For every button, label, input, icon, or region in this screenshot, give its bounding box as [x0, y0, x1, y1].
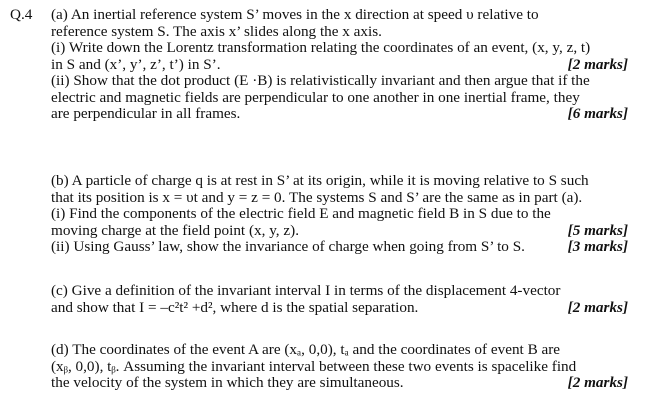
part-a-line-6: electric and magnetic fields are perpendicular to one another in one inertial frame, they: [51, 88, 580, 106]
part-b-line-1: (b) A particle of charge q is at rest in S’ at its origin, while it is moving relative to S such: [51, 172, 589, 189]
part-d-marks: [2 marks]: [567, 374, 628, 391]
part-a: [51, 7, 628, 123]
part-a-i-marks: [2 marks]: [567, 55, 628, 73]
part-b-line-5-text: (ii) Using Gauss’ law, show the invariance of charge when going from S’ to S.: [51, 238, 525, 255]
part-b-line-5: [51, 239, 628, 256]
question-number: Q.4: [10, 6, 33, 23]
part-b: [51, 173, 628, 256]
part-a-ii-marks: [6 marks]: [567, 105, 628, 122]
part-a-line-2: reference system S. The axis x’ slides along the x axis.: [51, 22, 382, 40]
part-a-line-1: (a) An inertial reference system S’ moves in the x direction at speed υ relative to: [51, 6, 539, 23]
part-d-line-1: (d) The coordinates of the event A are (xₐ, 0,0), tₐ and the coordinates of event B are: [51, 341, 561, 358]
part-d-line-2: (xᵦ, 0,0), tᵦ. Assuming the invariant interval between these two events is spacelike find: [51, 357, 577, 375]
part-b-line-4: [51, 223, 628, 240]
part-b-i-marks: [5 marks]: [567, 221, 628, 239]
part-c: [51, 283, 628, 316]
part-d: [51, 342, 628, 392]
part-d-line-3-text: the velocity of the system in which they are simultaneous.: [51, 374, 404, 391]
part-a-line-4-text: in S and (x’, y’, z’, t’) in S’.: [51, 55, 221, 73]
part-b-line-4-text: moving charge at the field point (x, y, z).: [51, 221, 299, 239]
part-a-line-7: [51, 106, 628, 123]
part-d-line-3: [51, 375, 628, 392]
part-c-line-2-text: and show that I = –c²t² +d², where d is the spatial separation.: [51, 298, 419, 316]
part-b-line-3: (i) Find the components of the electric field E and magnetic field B in S due to the: [51, 205, 551, 222]
part-b-line-2: that its position is x = υt and y = z = 0. The systems S and S’ are the same as in part (a).: [51, 188, 583, 206]
part-a-line-7-text: are perpendicular in all frames.: [51, 105, 241, 122]
part-a-line-3: (i) Write down the Lorentz transformation relating the coordinates of an event, (x, y, z, t): [51, 39, 591, 56]
part-c-marks: [2 marks]: [567, 298, 628, 316]
part-b-ii-marks: [3 marks]: [567, 238, 628, 255]
part-a-line-5: (ii) Show that the dot product (E ·B) is relativistically invariant and then argue that if the: [51, 72, 590, 89]
part-c-line-2: [51, 300, 628, 317]
part-c-line-1: (c) Give a definition of the invariant interval I in terms of the displacement 4-vector: [51, 282, 561, 299]
part-a-line-4: [51, 57, 628, 74]
